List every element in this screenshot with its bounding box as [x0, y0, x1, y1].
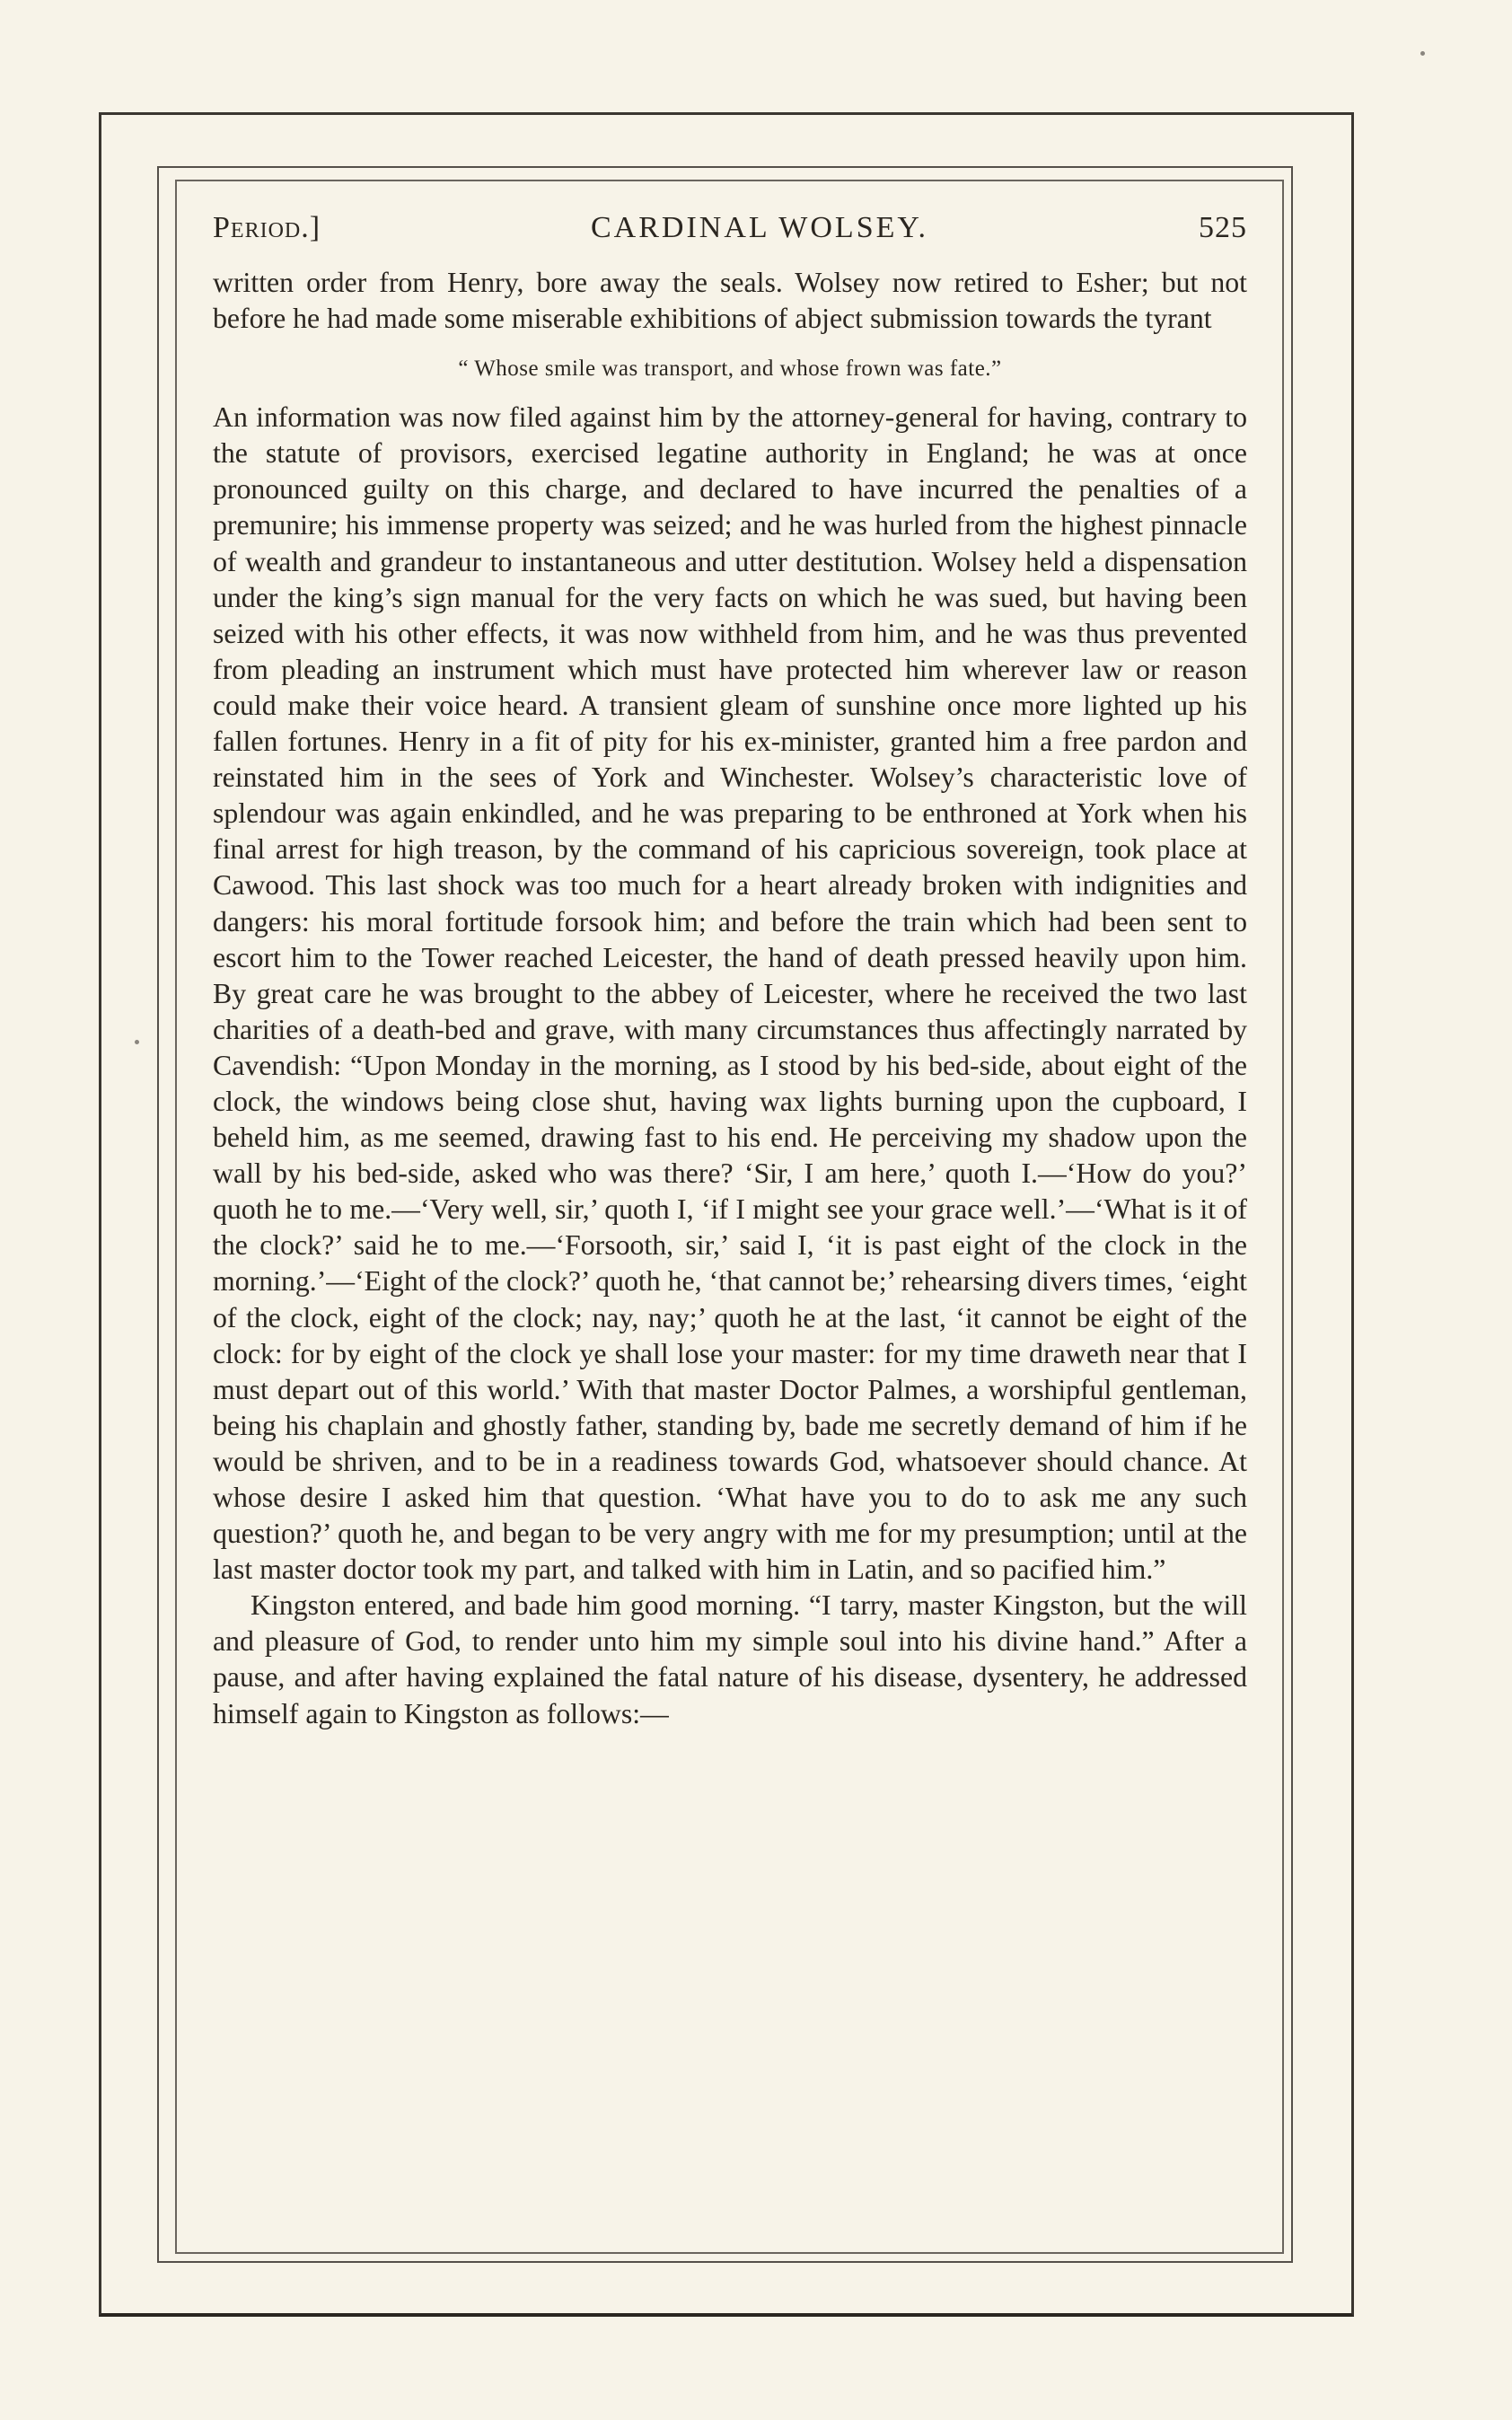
margin-speck — [135, 1040, 139, 1044]
running-head-title: CARDINAL WOLSEY. — [591, 211, 929, 244]
running-head — [213, 211, 1247, 265]
page-number: 525 — [1198, 211, 1247, 244]
margin-speck — [1420, 51, 1425, 56]
page-text-block — [213, 211, 1247, 1732]
paragraph: An information was now filed against him by the attorney-general for having, contrary to the statute of provisors, exercised legatine authority in England; he was at once pronounced guilty on this charge, and declared to have incurred the penalties of a premunire; his immense property was seized; and he was hurled from the highest pinnacle of wealth and grandeur to instantaneous and utter destitution. Wolsey held a dispensation under the king’s sign manual for the very facts on which he was sued, but having been seized with his other effects, it was now withheld from him, and he was thus prevented from pleading an instrument which must have protected him wherever law or reason could make their voice heard. A transient gleam of sunshine once more lighted up his fallen fortunes. Henry in a fit of pity for his ex-minister, granted him a free pardon and reinstated him in the sees of York and Winchester. Wolsey’s characteristic love of splendour was again enkindled, and he was preparing to be enthroned at York when his final arrest for high treason, by the command of his capricious sovereign, took place at Cawood. This last shock was too much for a heart already broken with indignities and dangers: his moral fortitude forsook him; and before the train which had been sent to escort him to the Tower reached Leicester, the hand of death pressed heavily upon him. By great care he was brought to the abbey of Leicester, where he received the two last charities of a death-bed and grave, with many circumstances thus affectingly narrated by Cavendish: “Upon Monday in the morning, as I stood by his bed-side, about eight of the clock, the windows being close shut, having wax lights burning upon the cupboard, I beheld him, as me seemed, drawing fast to his end. He perceiving my shadow upon the wall by his bed-side, asked who was there? ‘Sir, I am here,’ quoth I.—‘How do you?’ quoth he to me.—‘Very well, sir,’ quoth I, ‘if I might see your grace well.’—‘What is it of the clock?’ said he to me.—‘Forsooth, sir,’ said I, ‘it is past eight of the clock in the morning.’—‘Eight of the clock?’ quoth he, ‘that cannot be;’ rehearsing divers times, ‘eight of the clock, eight of the clock; nay, nay;’ quoth he at the last, ‘it cannot be eight of the clock: for by eight of the clock ye shall lose your master: for my time draweth near that I must depart out of this world.’ With that master Doctor Palmes, a worshipful gentleman, being his chaplain and ghostly father, standing by, bade me secretly demand of him if he would be shriven, and to be in a readiness towards God, whatsoever should chance. At whose desire I asked him that question. ‘What have you to do to ask me any such question?’ quoth he, and began to be very angry with me for my presumption; until at the last master doctor took my part, and talked with him in Latin, and so pacified him.” — [213, 401, 1247, 1586]
paragraph: written order from Henry, bore away the seals. Wolsey now retired to Esher; but not before he had made some miserable exhibitions of abject submission towards the tyrant — [213, 267, 1247, 335]
body-text — [213, 265, 1247, 1732]
running-head-section: Period.] — [213, 211, 321, 244]
block-quote: “ Whose smile was transport, and whose frown was fate.” — [458, 356, 1002, 382]
paragraph: Kingston entered, and bade him good morning. “I tarry, master Kingston, but the will and pleasure of God, to render unto him my simple soul into his divine hand.” After a pause, and after having explained the fatal nature of his disease, dysentery, he addressed himself again to Kingston as follows:— — [213, 1589, 1247, 1729]
